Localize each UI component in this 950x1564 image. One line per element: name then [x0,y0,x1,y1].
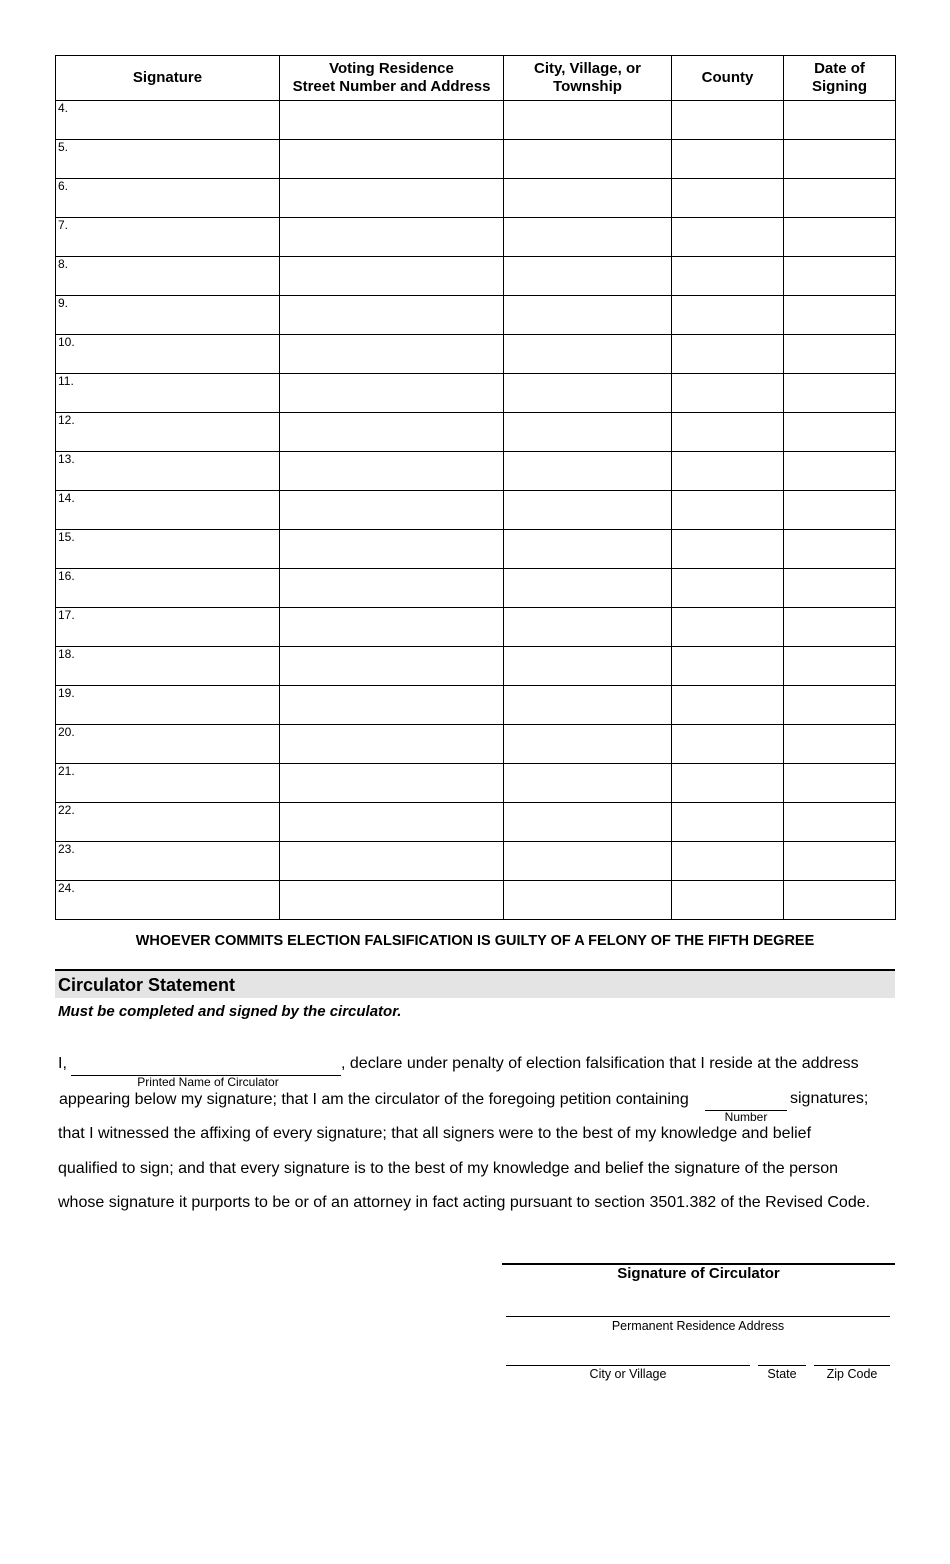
county-cell[interactable] [672,569,784,608]
column-header [56,56,280,101]
row-number: 21. [58,764,75,778]
signature-cell[interactable] [56,179,280,218]
city-cell[interactable] [504,881,672,920]
signature-cell[interactable] [56,101,280,140]
statement-line3: that I witnessed the affixing of every signature; that all signers were to the best of my knowledge and belief [58,1125,812,1142]
column-header-line1: Signature [132,69,203,86]
date-cell[interactable] [784,725,896,764]
signature-cell[interactable] [56,140,280,179]
date-cell[interactable] [784,647,896,686]
date-cell[interactable] [784,101,896,140]
column-header-line1: City, Village, or [534,60,641,77]
address-cell[interactable] [280,218,504,257]
address-cell[interactable] [280,764,504,803]
address-cell[interactable] [280,452,504,491]
row-number: 6. [58,179,69,193]
zip-code-label: Zip Code [826,1367,878,1381]
column-header [504,56,672,101]
city-cell[interactable] [504,647,672,686]
date-cell[interactable] [784,218,896,257]
signature-cell[interactable] [56,530,280,569]
date-cell[interactable] [784,491,896,530]
table-row [56,842,896,881]
county-cell[interactable] [672,452,784,491]
table-row [56,179,896,218]
row-number: 17. [58,608,75,622]
signature-cell[interactable] [56,257,280,296]
signature-cell[interactable] [56,296,280,335]
date-cell[interactable] [784,296,896,335]
circulator-instruction: Must be completed and signed by the circulator. [58,1003,402,1020]
petition-signature-table [55,55,896,920]
signature-cell[interactable] [56,413,280,452]
address-cell[interactable] [280,179,504,218]
column-header-line1: County [701,69,754,86]
address-cell[interactable] [280,842,504,881]
county-cell[interactable] [672,647,784,686]
column-header-line2: Street Number and Address [292,78,491,95]
date-cell[interactable] [784,452,896,491]
signature-cell[interactable] [56,881,280,920]
county-cell[interactable] [672,101,784,140]
county-cell[interactable] [672,764,784,803]
table-row [56,413,896,452]
row-number: 20. [58,725,75,739]
row-number: 5. [58,140,69,154]
address-cell[interactable] [280,608,504,647]
felony-warning: WHOEVER COMMITS ELECTION FALSIFICATION IS GUILTY OF A FELONY OF THE FIFTH DEGREE [135,933,815,949]
city-cell[interactable] [504,257,672,296]
county-cell[interactable] [672,140,784,179]
statement-line1-text: , declare under penalty of election falsification that I reside at the address [341,1055,859,1072]
statement-line4: qualified to sign; and that every signature is to the best of my knowledge and belief the signature of the person [58,1160,839,1177]
table-row [56,335,896,374]
table-row [56,452,896,491]
statement-line5: whose signature it purports to be or of an attorney in fact acting pursuant to section 3501.382 of the Revised Code. [58,1194,871,1211]
row-number: 4. [58,101,69,115]
row-number: 10. [58,335,75,349]
residence-address-label: Permanent Residence Address [611,1319,785,1333]
row-number: 16. [58,569,75,583]
row-number: 12. [58,413,75,427]
signature-cell[interactable] [56,686,280,725]
circulator-statement-header [55,969,895,998]
table-row [56,530,896,569]
county-cell[interactable] [672,842,784,881]
address-cell[interactable] [280,647,504,686]
table-header-row [56,56,896,101]
date-cell[interactable] [784,686,896,725]
zip-code-field[interactable] [814,1346,890,1366]
signature-cell[interactable] [56,452,280,491]
row-number: 19. [58,686,75,700]
row-number: 13. [58,452,75,466]
row-number: 18. [58,647,75,661]
date-cell[interactable] [784,842,896,881]
county-cell[interactable] [672,686,784,725]
table-row [56,257,896,296]
table-row [56,803,896,842]
signature-cell[interactable] [56,647,280,686]
county-cell[interactable] [672,491,784,530]
table-row [56,101,896,140]
city-cell[interactable] [504,803,672,842]
city-cell[interactable] [504,335,672,374]
address-cell[interactable] [280,335,504,374]
number-caption: Number [724,1110,768,1124]
city-cell[interactable] [504,764,672,803]
city-cell[interactable] [504,413,672,452]
table-row [56,686,896,725]
city-cell[interactable] [504,374,672,413]
row-number: 24. [58,881,75,895]
city-cell[interactable] [504,101,672,140]
city-cell[interactable] [504,179,672,218]
city-field[interactable] [506,1346,750,1366]
circulator-statement-title: Circulator Statement [58,975,236,995]
county-cell[interactable] [672,608,784,647]
county-cell[interactable] [672,257,784,296]
column-header [280,56,504,101]
row-number: 23. [58,842,75,856]
county-cell[interactable] [672,803,784,842]
signature-cell[interactable] [56,725,280,764]
date-cell[interactable] [784,764,896,803]
date-cell[interactable] [784,257,896,296]
table-row [56,881,896,920]
column-header-line2: Township [553,78,622,95]
column-header-line2: Signing [812,78,867,95]
signature-cell[interactable] [56,608,280,647]
table-row [56,296,896,335]
address-cell[interactable] [280,569,504,608]
date-cell[interactable] [784,335,896,374]
printed-name-caption: Printed Name of Circulator [137,1075,279,1089]
city-cell[interactable] [504,452,672,491]
signature-cell[interactable] [56,803,280,842]
date-cell[interactable] [784,530,896,569]
table-row [56,608,896,647]
county-cell[interactable] [672,374,784,413]
signature-cell[interactable] [56,491,280,530]
address-cell[interactable] [280,374,504,413]
date-cell[interactable] [784,179,896,218]
circulator-signature-label: Signature of Circulator [617,1265,780,1282]
date-cell[interactable] [784,374,896,413]
date-cell[interactable] [784,413,896,452]
row-number: 11. [58,374,74,388]
address-cell[interactable] [280,491,504,530]
date-cell[interactable] [784,608,896,647]
signature-cell[interactable] [56,764,280,803]
table-row [56,140,896,179]
table-row [56,764,896,803]
row-number: 7. [58,218,69,232]
statement-line1-prefix: I, [58,1055,67,1072]
date-cell[interactable] [784,881,896,920]
city-cell[interactable] [504,140,672,179]
signature-cell[interactable] [56,335,280,374]
date-cell[interactable] [784,803,896,842]
column-header [672,56,784,101]
table-row [56,374,896,413]
residence-address-field[interactable] [506,1297,890,1317]
address-cell[interactable] [280,257,504,296]
city-cell[interactable] [504,725,672,764]
table-row [56,647,896,686]
address-cell[interactable] [280,803,504,842]
row-number: 15. [58,530,75,544]
signature-cell[interactable] [56,374,280,413]
date-cell[interactable] [784,569,896,608]
table-row [56,218,896,257]
county-cell[interactable] [672,218,784,257]
address-cell[interactable] [280,530,504,569]
table-row [56,725,896,764]
address-cell[interactable] [280,140,504,179]
column-header-line1: Date of [814,60,865,77]
county-cell[interactable] [672,413,784,452]
city-cell[interactable] [504,686,672,725]
county-cell[interactable] [672,530,784,569]
address-cell[interactable] [280,296,504,335]
statement-line2-suffix: signatures; [790,1090,869,1107]
column-header [784,56,896,101]
signature-count-field[interactable] [705,1090,787,1111]
county-cell[interactable] [672,335,784,374]
table-row [56,569,896,608]
city-cell[interactable] [504,569,672,608]
county-cell[interactable] [672,881,784,920]
county-cell[interactable] [672,179,784,218]
date-cell[interactable] [784,140,896,179]
row-number: 9. [58,296,69,310]
city-cell[interactable] [504,842,672,881]
state-field[interactable] [758,1346,806,1366]
city-label: City or Village [589,1367,667,1381]
address-cell[interactable] [280,881,504,920]
county-cell[interactable] [672,296,784,335]
city-cell[interactable] [504,491,672,530]
address-cell[interactable] [280,725,504,764]
table-row [56,491,896,530]
address-cell[interactable] [280,101,504,140]
city-cell[interactable] [504,296,672,335]
row-number: 8. [58,257,69,271]
signature-cell[interactable] [56,218,280,257]
city-cell[interactable] [504,218,672,257]
city-cell[interactable] [504,608,672,647]
row-number: 14. [58,491,75,505]
column-header-line1: Voting Residence [329,60,454,77]
address-cell[interactable] [280,686,504,725]
signature-cell[interactable] [56,842,280,881]
row-number: 22. [58,803,75,817]
printed-name-field[interactable] [71,1055,341,1076]
signature-cell[interactable] [56,569,280,608]
statement-line2-text: appearing below my signature; that I am the circulator of the foregoing petition containing [59,1091,689,1108]
state-label: State [767,1367,797,1381]
city-cell[interactable] [504,530,672,569]
address-cell[interactable] [280,413,504,452]
county-cell[interactable] [672,725,784,764]
